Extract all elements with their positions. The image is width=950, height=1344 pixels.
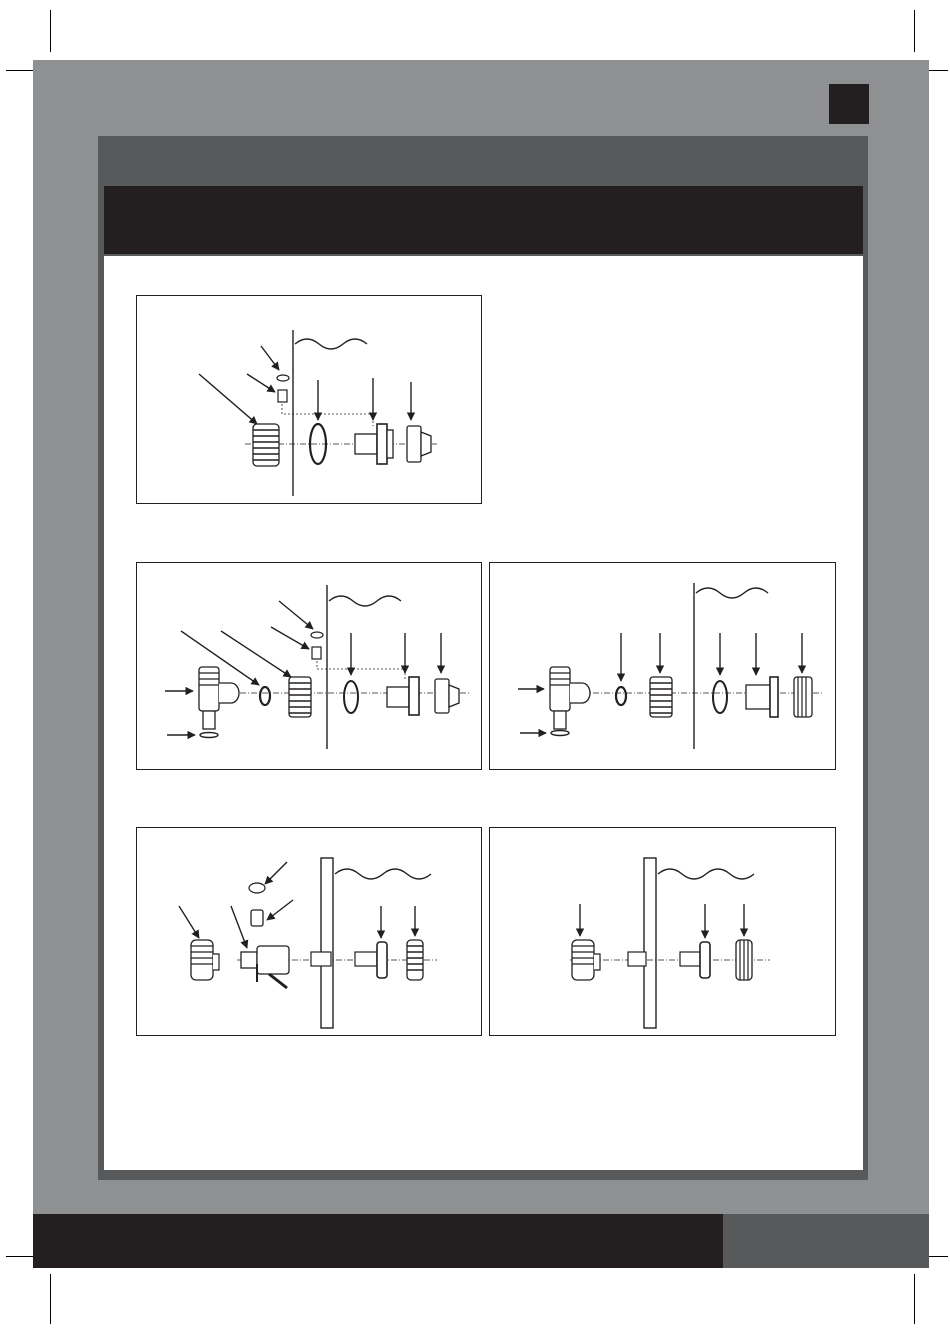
strainer-outlet-diagram: [490, 563, 837, 771]
crop-mark: [50, 1274, 51, 1324]
hose-connector-diagram: [490, 828, 837, 1037]
footer-tab: [723, 1214, 929, 1268]
valve-body-icon: [199, 667, 239, 729]
diagram-strainer-outlet-panel: [489, 562, 836, 770]
page-number-box: [829, 84, 869, 124]
diagram-hose-connector-panel: [489, 827, 836, 1036]
wall-fitting-diagram: [137, 296, 483, 505]
plunger-valve-icon: [241, 946, 289, 988]
plunger-valve-diagram: [137, 828, 483, 1037]
section-title-bar: [104, 186, 863, 254]
crop-mark: [914, 1274, 915, 1324]
crop-mark: [50, 10, 51, 52]
diagram-plunger-valve-panel: [136, 827, 482, 1036]
diagram-wall-fitting-panel: [136, 295, 482, 504]
locking-nut-icon: [253, 424, 279, 466]
strainer-inlet-diagram: [137, 563, 483, 771]
wall-fitting-body-icon: [355, 424, 393, 464]
crop-mark: [6, 70, 36, 71]
crop-mark: [6, 1256, 36, 1257]
diagram-strainer-inlet-panel: [136, 562, 482, 770]
strainer-cap-icon: [407, 426, 431, 462]
crop-mark: [914, 10, 915, 52]
footer-bar: [33, 1214, 723, 1268]
hose-connector-icon: [191, 940, 219, 980]
